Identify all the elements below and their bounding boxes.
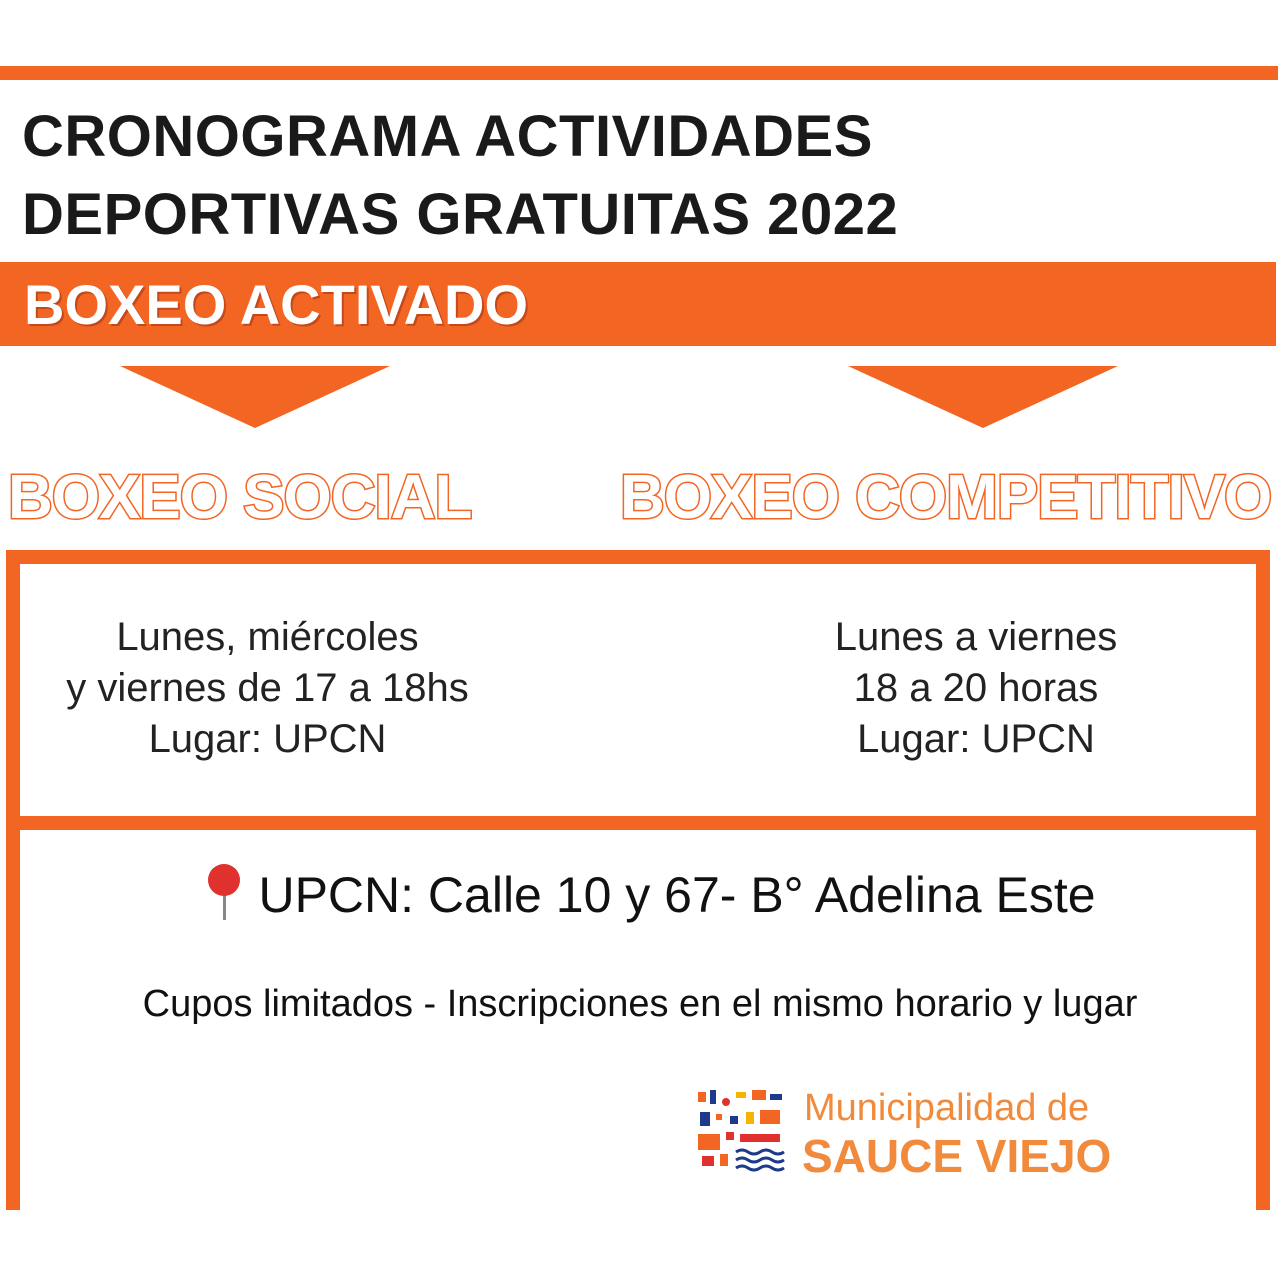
registration-note: Cupos limitados - Inscripciones en el mismo horario y lugar bbox=[142, 983, 1138, 1025]
top-accent-bar bbox=[0, 66, 1278, 80]
location-pin-icon bbox=[204, 864, 244, 922]
schedule-competitive-line: Lugar: UPCN bbox=[857, 717, 1095, 761]
address-text: UPCN: Calle 10 y 67- B° Adelina Este bbox=[258, 867, 1096, 923]
arrow-down-left-icon bbox=[120, 366, 390, 428]
page-title bbox=[22, 98, 1122, 254]
title-line-2: DEPORTIVAS GRATUITAS 2022 bbox=[22, 182, 899, 247]
schedule-social bbox=[30, 612, 505, 765]
info-box-divider bbox=[6, 816, 1270, 830]
schedule-competitive-line: 18 a 20 horas bbox=[853, 666, 1099, 710]
address-line bbox=[160, 864, 1140, 926]
logo-text-line-2: SAUCE VIEJO bbox=[802, 1130, 1112, 1182]
schedule-competitive bbox=[740, 612, 1212, 765]
banner-label: BOXEO ACTIVADO bbox=[24, 273, 529, 336]
schedule-competitive-line: Lunes a viernes bbox=[834, 615, 1118, 659]
logo-text-line-1: Municipalidad de bbox=[804, 1087, 1090, 1129]
schedule-social-line: y viernes de 17 a 18hs bbox=[66, 666, 469, 710]
title-line-1: CRONOGRAMA ACTIVIDADES bbox=[22, 104, 873, 169]
arrow-down-right-icon bbox=[848, 366, 1118, 428]
category-competitive-heading: BOXEO COMPETITIVO bbox=[620, 463, 1272, 532]
municipal-logo-icon bbox=[696, 1088, 786, 1178]
category-social-heading: BOXEO SOCIAL bbox=[8, 463, 472, 532]
schedule-social-line: Lugar: UPCN bbox=[148, 717, 387, 761]
schedule-social-line: Lunes, miércoles bbox=[116, 615, 419, 659]
